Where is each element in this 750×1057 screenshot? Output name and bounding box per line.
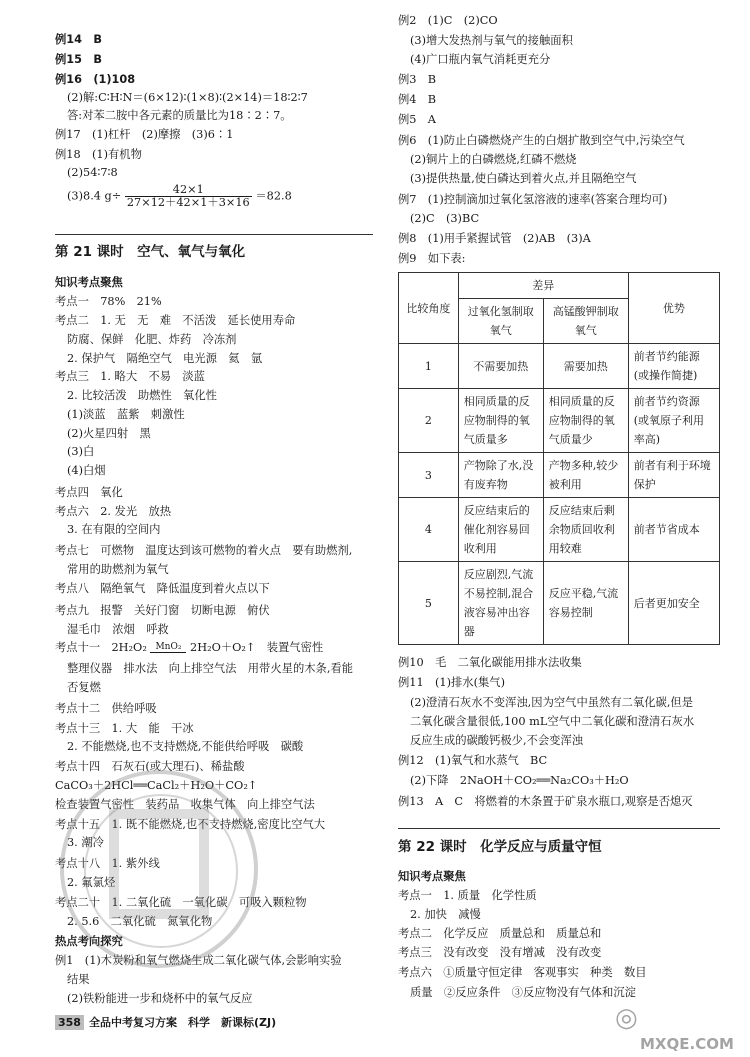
lesson-title: 第 22 课时 化学反应与质量守恒	[398, 839, 602, 855]
section-divider	[398, 828, 720, 829]
answer-line: 例1 (1)木炭粉和氧气燃烧生成二氧化碳气体,会影响实验	[55, 954, 342, 967]
fraction-denominator: 27×12＋42×1＋3×16	[126, 196, 250, 209]
section-heading: 热点考向探究	[55, 935, 123, 948]
page-number: 358	[55, 1015, 84, 1030]
row-number: 3	[399, 453, 459, 498]
fraction-numerator: 42×1	[125, 184, 252, 197]
answer-line: 考点三 1. 略大 不易 淡蓝	[55, 370, 205, 383]
table-row	[399, 562, 720, 645]
watermark-url: MXQE.COM	[640, 1035, 734, 1053]
answer-line: 例7 (1)控制滴加过氧化氢溶液的速率(答案合理均可)	[398, 193, 668, 206]
answer-line: 3. 在有限的空间内	[67, 523, 161, 536]
catalyst-label: MnO₂	[155, 642, 182, 652]
answer-line: (2)火星四射 黑	[67, 427, 151, 440]
comparison-table	[398, 272, 720, 645]
answer-line: 例3 B	[398, 73, 437, 86]
answer-line: (4)广口瓶内氧气消耗更充分	[410, 53, 551, 66]
fraction-prefix: (3)8.4 g÷	[67, 189, 122, 203]
answer-line: (2)解:C∶H∶N＝(6×12)∶(1×8)∶(2×14)＝18∶2∶7	[67, 91, 308, 104]
answer-line: (3)增大发热剂与氧气的接触面积	[410, 34, 573, 47]
answer-line: 例18 (1)有机物	[55, 148, 142, 161]
cell-advantage: 前者节约能源(或操作简捷)	[628, 344, 719, 389]
answer-line: 例6 (1)防止白磷燃烧产生的白烟扩散到空气中,污染空气	[398, 134, 685, 147]
watermark-logo-icon: ◎	[615, 1003, 638, 1033]
answer-line: 结果	[67, 973, 90, 986]
answer-line: (2)54∶7∶8	[67, 166, 118, 179]
answer-line: (2)澄清石灰水不变浑浊,因为空气中虽然有二氧化碳,但是	[410, 696, 694, 709]
cell-advantage: 后者更加安全	[628, 562, 719, 645]
answer-line: 考点十二 供给呼吸	[55, 702, 157, 715]
equation-right: 2H₂O＋O₂↑ 装置气密性	[190, 641, 324, 654]
cell-h2o2: 反应剧烈,气流不易控制,混合液容易冲出容器	[458, 562, 543, 645]
answer-line: 二氧化碳含量很低,100 mL空气中二氧化碳和澄清石灰水	[410, 715, 695, 728]
answer-line: 例9 如下表:	[398, 252, 466, 265]
answer-line: 2. 加快 减慢	[410, 908, 481, 921]
answer-line: 考点二十 1. 二氧化硫 一氧化碳 可吸入颗粒物	[55, 896, 307, 909]
cell-h2o2: 产物除了水,没有废弃物	[458, 453, 543, 498]
cell-advantage: 前者有利于环境保护	[628, 453, 719, 498]
answer-line: 整理仪器 排水法 向上排空气法 用带火星的木条,看能	[67, 662, 354, 675]
table-header-diff: 差异	[458, 273, 628, 299]
answer-line: 例5 A	[398, 113, 436, 126]
answer-line: (4)白烟	[67, 464, 106, 477]
answer-line: 防腐、保鲜 化肥、炸药 冷冻剂	[67, 333, 237, 346]
row-number: 4	[399, 498, 459, 562]
table-header-h2o2: 过氧化氢制取氧气	[458, 299, 543, 344]
answer-line: 反应生成的碳酸钙极少,不会变浑浊	[410, 734, 584, 747]
answer-line: 例2 (1)C (2)CO	[398, 14, 498, 27]
answer-line: 考点十八 1. 紫外线	[55, 857, 160, 870]
answer-line: 例4 B	[398, 93, 437, 106]
answer-line: 考点一 78% 21%	[55, 295, 162, 308]
cell-kmno4: 需要加热	[543, 344, 628, 389]
answer-line: 考点九 报警 关好门窗 切断电源 俯伏	[55, 604, 270, 617]
answer-line: 例12 (1)氧气和水蒸气 BC	[398, 754, 548, 767]
table-header-compare: 比较角度	[399, 273, 459, 344]
cell-kmno4: 相同质量的反应物制得的氧气质量少	[543, 389, 628, 453]
answer-line: 考点十五 1. 既不能燃烧,也不支持燃烧,密度比空气大	[55, 818, 326, 831]
answer-line: 2. 保护气 隔绝空气 电光源 氦 氩	[67, 352, 263, 365]
site-watermark	[615, 1003, 735, 1053]
cell-h2o2: 反应结束后的催化剂容易回收利用	[458, 498, 543, 562]
cell-kmno4: 反应平稳,气流容易控制	[543, 562, 628, 645]
section-divider	[55, 234, 373, 235]
section-heading: 知识考点聚焦	[398, 870, 466, 883]
cell-kmno4: 产物多种,较少被利用	[543, 453, 628, 498]
seal-mark	[109, 809, 209, 919]
answer-line: 2. 比较活泼 助燃性 氧化性	[67, 389, 217, 402]
table-header-advantage: 优势	[628, 273, 719, 344]
answer-line: 例13 A C 将燃着的木条置于矿泉水瓶口,观察是否熄灭	[398, 795, 693, 808]
cell-advantage: 前者节省成本	[628, 498, 719, 562]
table-row	[399, 389, 720, 453]
answer-line: 常用的助燃剂为氧气	[67, 563, 169, 576]
answer-line: 考点一 1. 质量 化学性质	[398, 889, 537, 902]
table-row	[399, 344, 720, 389]
answer-line: 例14 B	[55, 33, 102, 46]
row-number: 5	[399, 562, 459, 645]
answer-line: 考点十三 1. 大 能 干冰	[55, 722, 194, 735]
table-row	[399, 453, 720, 498]
answer-line: (2)C (3)BC	[410, 212, 480, 225]
answer-line: 考点三 没有改变 没有增减 没有改变	[398, 946, 602, 959]
table-header-kmno4: 高锰酸钾制取氧气	[543, 299, 628, 344]
answer-line: 2. 5.6 二氧化硫 氮氧化物	[67, 915, 213, 928]
section-heading: 知识考点聚焦	[55, 276, 123, 289]
answer-line: (2)下降 2NaOH＋CO₂══Na₂CO₃＋H₂O	[410, 774, 629, 787]
answer-line: (2)铁粉能进一步和烧杯中的氧气反应	[67, 992, 253, 1005]
answer-line: 例16 (1)108	[55, 73, 136, 86]
cell-advantage: 前者节约资源(或氧原子利用率高)	[628, 389, 719, 453]
answer-line: 考点六 2. 发光 放热	[55, 505, 172, 518]
answer-line: 2. 氟氯烃	[67, 876, 116, 889]
fraction	[125, 184, 252, 209]
answer-line: 考点四 氧化	[55, 486, 123, 499]
table-row	[399, 498, 720, 562]
cell-h2o2: 不需要加热	[458, 344, 543, 389]
answer-line: 例8 (1)用手紧握试管 (2)AB (3)A	[398, 232, 591, 245]
row-number: 1	[399, 344, 459, 389]
answer-line: 答:对苯二胺中各元素的质量比为18∶2∶7。	[67, 109, 292, 122]
answer-line: 例15 B	[55, 53, 102, 66]
answer-line: 否复燃	[67, 681, 101, 694]
equation-left: 考点十一 2H₂O₂	[55, 641, 147, 654]
answer-line: 考点十四 石灰石(或大理石)、稀盐酸	[55, 760, 245, 773]
answer-line: 考点八 隔绝氧气 降低温度到着火点以下	[55, 582, 270, 595]
reaction-condition	[150, 643, 186, 653]
answer-line: (3)提供热量,使白磷达到着火点,并且隔绝空气	[410, 172, 637, 185]
answer-line: 考点二 1. 无 无 难 不活泼 延长使用寿命	[55, 314, 296, 327]
page-footer	[55, 1014, 276, 1030]
answer-line: 3. 潮冷	[67, 836, 104, 849]
answer-line: 例17 (1)杠杆 (2)摩擦 (3)6∶1	[55, 128, 234, 141]
answer-line: (2)铜片上的白磷燃烧,红磷不燃烧	[410, 153, 577, 166]
answer-line: 湿毛巾 浓烟 呼救	[67, 623, 169, 636]
answer-line: 考点七 可燃物 温度达到该可燃物的着火点 要有助燃剂,	[55, 544, 353, 557]
answer-line: 质量 ②反应条件 ③反应物没有气体和沉淀	[410, 986, 636, 999]
equation-line	[55, 641, 323, 655]
equals-bar	[150, 652, 186, 653]
answer-line: 考点二 化学反应 质量总和 质量总和	[398, 927, 602, 940]
cell-kmno4: 反应结束后剩余物质回收利用较难	[543, 498, 628, 562]
answer-line: 考点六 ①质量守恒定律 客观事实 种类 数目	[398, 966, 647, 979]
cell-h2o2: 相同质量的反应物制得的氧气质量多	[458, 389, 543, 453]
fraction-line	[67, 184, 292, 209]
answer-line: (3)白	[67, 445, 95, 458]
book-title: 全品中考复习方案 科学 新课标(ZJ)	[88, 1016, 277, 1029]
row-number: 2	[399, 389, 459, 453]
answer-line: 例11 (1)排水(集气)	[398, 676, 505, 689]
seal-stamp-icon	[60, 770, 258, 968]
answer-line: (1)淡蓝 蓝紫 刺激性	[67, 408, 185, 421]
answer-line: 检查装置气密性 装药品 收集气体 向上排空气法	[55, 798, 315, 811]
answer-line: 2. 不能燃烧,也不支持燃烧,不能供给呼吸 碳酸	[67, 740, 304, 753]
fraction-suffix: ＝82.8	[255, 189, 292, 203]
answer-line: CaCO₃＋2HCl══CaCl₂＋H₂O＋CO₂↑	[55, 779, 258, 792]
lesson-title: 第 21 课时 空气、氧气与氧化	[55, 244, 246, 260]
answer-line: 例10 毛 二氧化碳能用排水法收集	[398, 656, 582, 669]
